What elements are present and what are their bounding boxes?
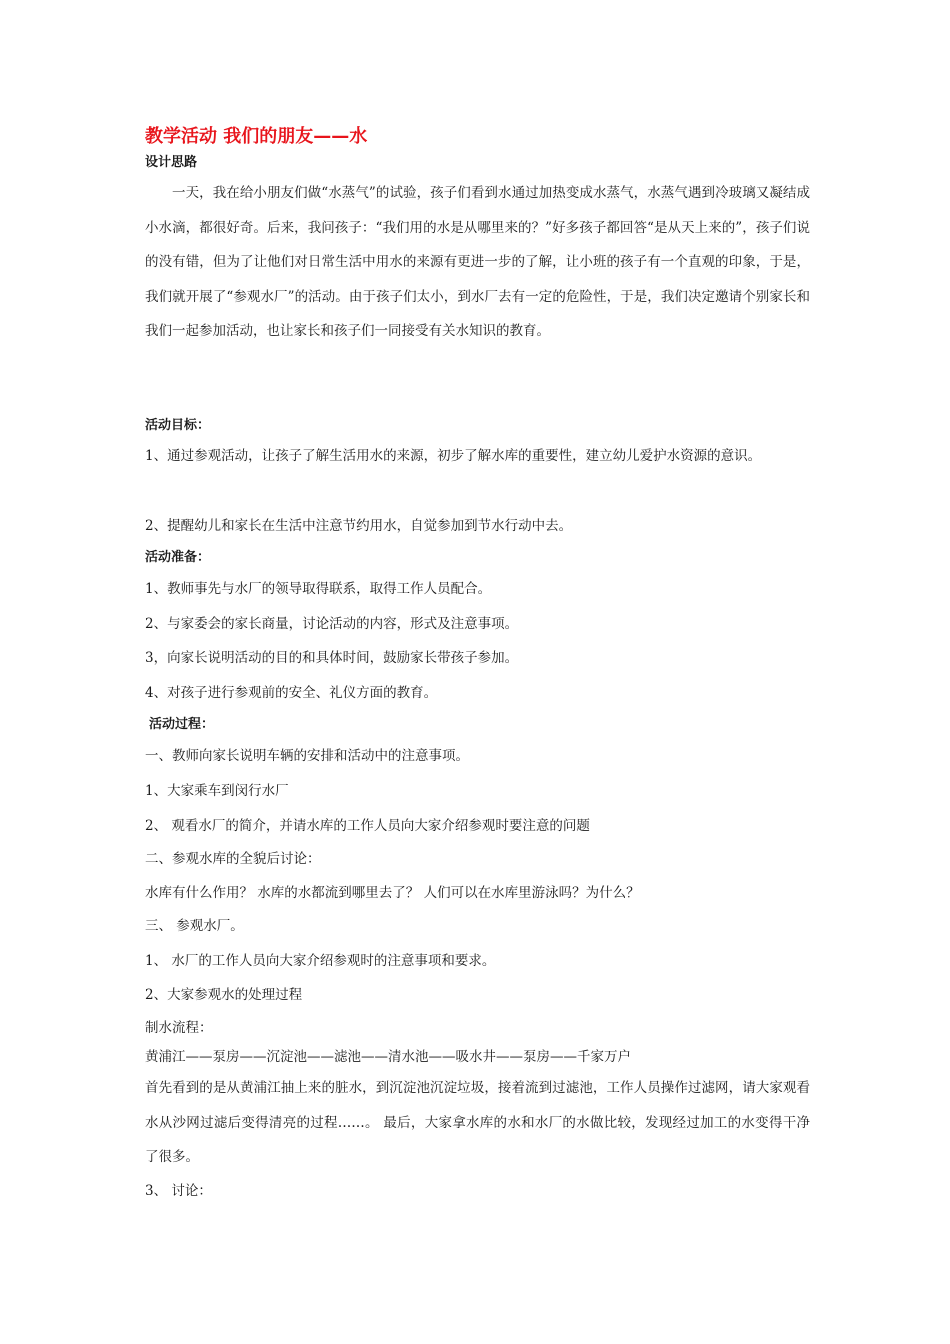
process-step: 二、参观水库的全貌后讨论： — [145, 851, 321, 867]
prep-item: 4、对孩子进行参观前的安全、礼仪方面的教育。 — [145, 685, 438, 701]
discussion-questions: 水库有什么作用？ 水库的水都流到哪里去了？ 人们可以在水库里游泳吗？为什么？ — [145, 885, 640, 901]
goals-heading: 活动目标： — [145, 418, 211, 433]
flow-paragraph: 首先看到的是从黄浦江抽上来的脏水，到沉淀池沉淀垃圾，接着流到过滤池，工作人员操作过滤网，请大家观看水从沙网过滤后变得清亮的过程……。 最后，大家拿水库的水和水厂的水做比较，发现经过加工的水变得干净了很多。 — [145, 1080, 810, 1165]
process-substep: 1、大家乘车到闵行水厂 — [145, 783, 289, 799]
document-title: 教学活动 我们的朋友——水 — [145, 126, 368, 147]
design-paragraph: 一天，我在给小朋友们做“水蒸气”的试验，孩子们看到水通过加热变成水蒸气，水蒸气遇到冷玻璃又凝结成小水滴，都很好奇。后来，我问孩子：“我们用的水是从哪里来的？”好多孩子都回答“是从天上来的”，孩子们说的没有错，但为了让他们对日常生活中用水的来源有更进一步的了解，让小班的孩子有一个直观的印象，于是，我们就开展了“参观水厂”的活动。由于孩子们太小，到水厂去有一定的危险性，于是，我们决定邀请个别家长和我们一起参加活动，也让家长和孩子们一同接受有关水知识的教育。 — [145, 185, 810, 339]
process-heading: 活动过程： — [149, 717, 215, 732]
prep-item: 2、与家委会的家长商量，讨论活动的内容，形式及注意事项。 — [145, 616, 519, 632]
goal-item: 2、提醒幼儿和家长在生活中注意节约用水，自觉参加到节水行动中去。 — [145, 518, 573, 534]
prep-item: 1、教师事先与水厂的领导取得联系，取得工作人员配合。 — [145, 581, 492, 597]
process-substep: 3、 讨论： — [145, 1183, 212, 1199]
process-substep: 1、 水厂的工作人员向大家介绍参观时的注意事项和要求。 — [145, 953, 496, 969]
process-substep: 2、大家参观水的处理过程 — [145, 987, 303, 1003]
water-flow: 黄浦江——泵房——沉淀池——滤池——清水池——吸水井——泵房——千家万户 — [145, 1049, 631, 1065]
prep-item: 3，向家长说明活动的目的和具体时间，鼓励家长带孩子参加。 — [145, 650, 519, 666]
flow-label: 制水流程： — [145, 1020, 213, 1036]
prep-heading: 活动准备： — [145, 550, 211, 565]
process-step: 三、 参观水厂。 — [145, 918, 244, 934]
design-heading: 设计思路 — [145, 155, 198, 170]
goal-item: 1、通过参观活动，让孩子了解生活用水的来源，初步了解水库的重要性，建立幼儿爱护水资源的意识。 — [145, 448, 762, 464]
process-substep: 2、 观看水厂的简介，并请水库的工作人员向大家介绍参观时要注意的问题 — [145, 818, 590, 834]
process-step: 一、教师向家长说明车辆的安排和活动中的注意事项。 — [145, 748, 469, 764]
